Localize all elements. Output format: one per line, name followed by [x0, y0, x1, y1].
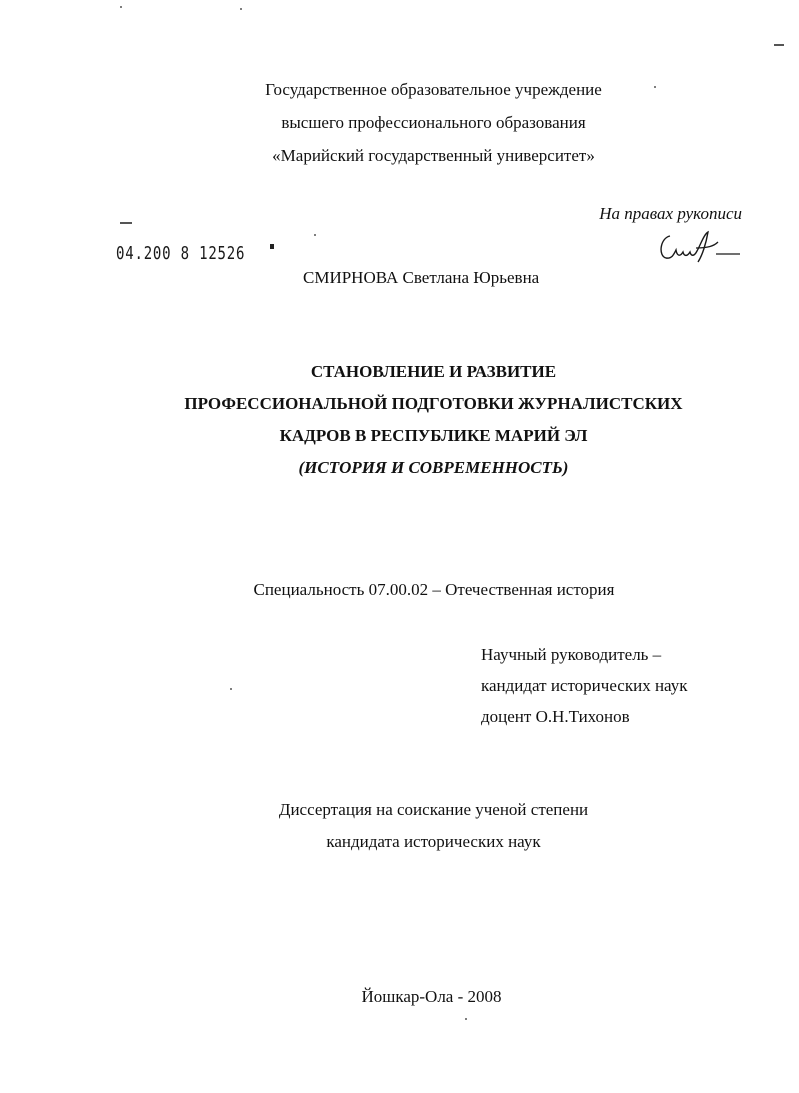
title-line-3: КАДРОВ В РЕСПУБЛИКЕ МАРИЙ ЭЛ [279, 426, 588, 445]
dissertation-line-1: Диссертация на соискание ученой степени [278, 800, 589, 819]
scan-speck [654, 86, 656, 88]
scan-speck [314, 234, 316, 236]
author-name: СМИРНОВА Светлана Юрьевна [303, 268, 540, 287]
scan-speck [120, 6, 122, 8]
specialty: Специальность 07.00.02 – Отечественная история [253, 580, 615, 599]
scan-speck [774, 44, 784, 46]
institution-line-1: Государственное образовательное учреждение [265, 80, 602, 99]
city-year: Йошкар-Ола - 2008 [361, 987, 502, 1006]
title-line-2: ПРОФЕССИОНАЛЬНОЙ ПОДГОТОВКИ ЖУРНАЛИСТСКИХ [184, 394, 683, 413]
scan-speck [120, 222, 132, 224]
title-line-4: (ИСТОРИЯ И СОВРЕМЕННОСТЬ) [298, 458, 569, 477]
scan-speck [240, 8, 242, 10]
manuscript-note: На правах рукописи [599, 204, 742, 223]
title-line-1: СТАНОВЛЕНИЕ И РАЗВИТИЕ [310, 362, 557, 381]
author-signature [656, 226, 746, 266]
advisor-line-1: Научный руководитель – [481, 645, 662, 664]
registration-stamp: 04.200 8 12526 [116, 243, 246, 264]
institution-line-3: «Марийский государственный университет» [272, 146, 595, 165]
scan-speck [230, 688, 232, 690]
advisor-line-3: доцент О.Н.Тихонов [481, 707, 630, 726]
dissertation-line-2: кандидата исторических наук [326, 832, 541, 851]
advisor-line-2: кандидат исторических наук [481, 676, 688, 695]
scan-speck [465, 1018, 467, 1020]
institution-line-2: высшего профессионального образования [281, 113, 586, 132]
stamp-mark [270, 244, 274, 249]
